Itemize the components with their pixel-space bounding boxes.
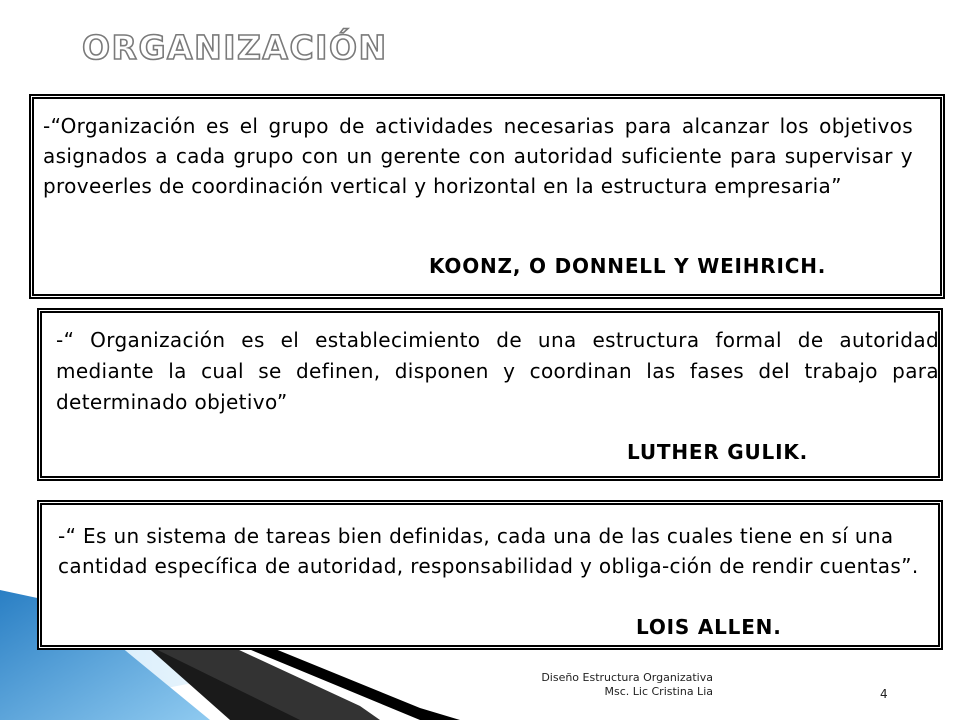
quote-text: -“Organización es el grupo de actividades necesarias para alcanzar los objetivos asignados a cada grupo con un gerente con autoridad suficiente para supervisar y proveerles de coordinación vertical y horizontal en la estructura empresaria” bbox=[43, 114, 913, 198]
quote-text: -“ Organización es el establecimiento de una estructura formal de autoridad mediante la cual se definen, disponen y coordinan las fases del trabajo para determinado objetivo” bbox=[56, 328, 939, 414]
quote-box-koonz bbox=[29, 94, 945, 299]
quote-author: LUTHER GULIK. bbox=[627, 440, 809, 464]
footer-course: Diseño Estructura Organizativa bbox=[541, 671, 713, 684]
slide-title: ORGANIZACIÓN bbox=[82, 28, 388, 67]
page-number: 4 bbox=[880, 687, 888, 701]
quote-author: LOIS ALLEN. bbox=[636, 615, 782, 639]
quote-text: -“ Es un sistema de tareas bien definidas, cada una de las cuales tiene en sí una cantidad específica de autoridad, responsabilidad y obliga-ción de rendir cuentas”. bbox=[58, 524, 919, 578]
quote-box-gulik bbox=[37, 308, 943, 481]
quote-box-allen bbox=[37, 500, 943, 650]
slide-footer bbox=[483, 671, 713, 699]
quote-author: KOONZ, O DONNELL Y WEIHRICH. bbox=[429, 254, 827, 278]
footer-author: Msc. Lic Cristina Lia bbox=[604, 685, 713, 698]
